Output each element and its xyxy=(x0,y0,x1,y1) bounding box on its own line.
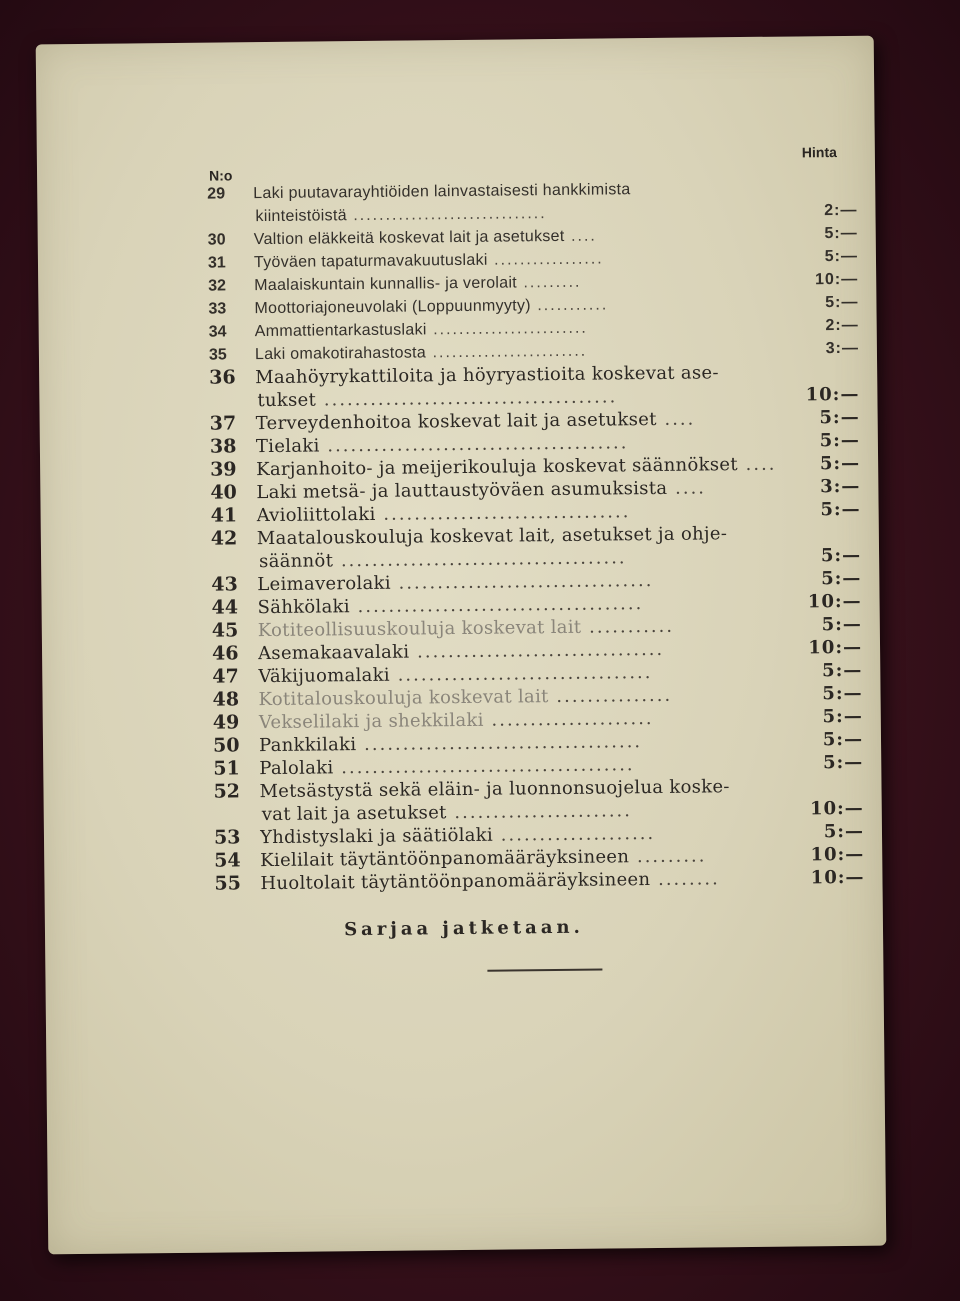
item-title xyxy=(260,867,784,895)
item-title-text: Avioliittolaki xyxy=(256,503,376,527)
item-price: 2:— xyxy=(825,316,859,335)
item-title-text: Yhdistyslaki ja säätiölaki xyxy=(259,824,494,849)
item-title-text: Maalaiskuntain kunnallis- ja verolait xyxy=(254,274,518,295)
item-price: 5:— xyxy=(824,247,859,266)
item-title-text: Metsästystä sekä eläin- ja luonnonsuojelua koske- xyxy=(259,776,730,803)
dot-leader: ................................. xyxy=(389,661,653,686)
dot-leader: ...................................... xyxy=(333,754,635,779)
item-number: 33 xyxy=(208,300,227,318)
dot-leader: .... xyxy=(656,408,696,430)
item-price: 5:— xyxy=(819,406,860,429)
item-title xyxy=(259,775,783,826)
dot-leader: ......... xyxy=(516,273,582,292)
item-number: 39 xyxy=(210,458,237,481)
item-title xyxy=(255,361,779,412)
item-title-text: Väkijuomalaki xyxy=(258,664,391,688)
item-title-text: Terveydenhoitoa koskevat lait ja asetukset xyxy=(255,408,657,435)
item-title-text: vat lait ja asetukset xyxy=(261,802,447,826)
item-price: 10:— xyxy=(810,843,865,866)
list-item xyxy=(211,521,861,574)
dot-leader: .... xyxy=(737,453,777,476)
item-number: 36 xyxy=(209,366,236,389)
item-price: 5:— xyxy=(821,613,862,636)
item-title-text: Laki metsä- ja lauttaustyöväen asumuksista xyxy=(256,477,668,504)
item-number: 55 xyxy=(214,872,242,895)
item-number: 34 xyxy=(208,323,227,341)
item-number: 43 xyxy=(211,573,238,596)
item-number: 47 xyxy=(212,665,239,688)
dot-leader: ................................ xyxy=(375,501,631,525)
item-title xyxy=(253,177,777,228)
item-title-text: Moottoriajoneuvolaki (Loppuunmyyty) xyxy=(254,297,531,318)
item-price: 10:— xyxy=(807,590,862,613)
item-number: 31 xyxy=(207,254,226,272)
dot-leader: ........... xyxy=(581,615,675,638)
item-title-text: Maahöyrykattiloita ja höyryastioita koskevat ase- xyxy=(255,362,719,389)
item-price: 5:— xyxy=(820,498,861,521)
dot-leader: ......... xyxy=(629,845,707,868)
item-number: 32 xyxy=(208,277,227,295)
item-price: 5:— xyxy=(822,705,863,728)
item-title-line xyxy=(260,867,784,895)
item-title-text: Karjanhoito- ja meijerikouluja koskevat säännökset xyxy=(256,454,738,481)
dot-leader: .... xyxy=(564,227,597,245)
item-price: 5:— xyxy=(822,728,864,751)
list-item xyxy=(213,774,863,827)
item-title-text: Kielilait täytäntöönpanomääräyksineen xyxy=(260,846,630,872)
publication-list xyxy=(207,176,864,896)
item-title-text: kiinteistöistä xyxy=(255,207,347,226)
item-title-text: Asemakaavalaki xyxy=(257,641,410,665)
item-number: 35 xyxy=(208,346,227,364)
item-title-text: Sähkölaki xyxy=(257,596,350,619)
item-price: 5:— xyxy=(822,659,863,682)
item-number: 46 xyxy=(211,642,239,665)
item-title-text: Kotitalouskouluja koskevat lait xyxy=(258,686,549,711)
dot-leader: .... xyxy=(667,477,707,499)
item-number: 51 xyxy=(213,757,240,780)
dot-leader: ........... xyxy=(530,296,609,315)
item-price: 10:— xyxy=(814,270,859,289)
item-number: 44 xyxy=(211,596,239,619)
item-title-text: säännöt xyxy=(259,550,334,573)
item-title-text: Maatalouskouluja koskevat lait, asetukset ja ohje- xyxy=(256,523,728,550)
item-price: 5:— xyxy=(822,751,864,774)
dot-leader: ............... xyxy=(548,684,673,708)
item-title-text: Ammattientarkastuslaki xyxy=(254,321,427,341)
item-price: 5:— xyxy=(820,544,862,567)
item-number: 45 xyxy=(211,619,239,642)
dot-leader: ..................... xyxy=(483,707,654,731)
item-number: 50 xyxy=(212,734,240,757)
dot-leader: .............................. xyxy=(346,205,547,225)
item-price: 10:— xyxy=(809,797,864,820)
dot-leader: ................................. xyxy=(390,569,654,594)
number-column-header: N:o xyxy=(208,167,233,184)
item-title-text: Huoltolait täytäntöönpanomääräyksineen xyxy=(260,869,651,895)
item-number: 37 xyxy=(209,412,237,435)
dot-leader: ..................................... xyxy=(349,593,644,618)
item-number: 49 xyxy=(212,711,240,734)
dot-leader: ....................................... xyxy=(319,432,629,457)
item-title-text: Pankkilaki xyxy=(258,734,357,757)
dot-leader: .................... xyxy=(492,822,656,846)
series-continued-note: Sarjaa jatketaan. xyxy=(344,916,584,941)
item-price: 3:— xyxy=(820,475,861,498)
item-price: 5:— xyxy=(819,429,860,452)
item-title-text: Laki omakotirahastosta xyxy=(254,344,427,364)
item-number: 30 xyxy=(207,231,226,249)
item-number: 53 xyxy=(213,826,241,849)
item-price: 10:— xyxy=(810,866,865,889)
item-number: 48 xyxy=(212,688,240,711)
dot-leader: ..................................... xyxy=(333,547,627,572)
dot-leader: ...................................... xyxy=(315,386,618,411)
item-title-text: Laki puutavarayhtiöiden lainvastaisesti hankkimista xyxy=(253,181,631,203)
item-number: 40 xyxy=(210,481,237,504)
item-number: 42 xyxy=(210,527,238,550)
list-item xyxy=(209,360,859,413)
item-title-text: Työväen tapaturmavakuutuslaki xyxy=(253,251,488,272)
dot-leader: ........ xyxy=(650,868,720,891)
item-number: 41 xyxy=(210,504,238,527)
item-price: 5:— xyxy=(824,224,858,243)
price-column-header: Hinta xyxy=(801,144,837,161)
item-title-text: Leimaverolaki xyxy=(257,572,391,596)
list-item xyxy=(207,176,857,229)
printed-page xyxy=(36,36,887,1255)
dot-leader: ................................ xyxy=(409,638,665,663)
item-price: 5:— xyxy=(821,567,862,590)
item-number: 52 xyxy=(213,780,241,803)
item-title-text: Tielaki xyxy=(255,435,320,458)
item-price: 5:— xyxy=(823,820,865,843)
item-title xyxy=(257,522,781,573)
item-title-text: Kotiteollisuuskouluja koskevat lait xyxy=(257,616,582,642)
item-title-text: Valtion eläkkeitä koskevat lait ja asetukset xyxy=(253,227,565,249)
dot-leader: ........................ xyxy=(426,319,588,339)
item-title-text: Palolaki xyxy=(259,757,334,780)
item-number: 54 xyxy=(214,849,241,872)
page-content xyxy=(36,36,887,1255)
item-title-text: Vekselilaki ja shekkilaki xyxy=(258,709,484,734)
dot-leader: ....................... xyxy=(446,800,633,824)
item-price: 5:— xyxy=(822,682,863,705)
item-title-text: tukset xyxy=(257,389,317,412)
item-number: 29 xyxy=(207,185,226,203)
dot-leader: ................. xyxy=(487,250,604,269)
item-number: 38 xyxy=(209,435,237,458)
item-price: 5:— xyxy=(825,293,859,312)
dot-leader: ........................ xyxy=(425,342,588,362)
item-price: 2:— xyxy=(824,201,858,220)
closing-rule xyxy=(487,969,602,972)
item-price: 3:— xyxy=(825,339,860,358)
item-price: 5:— xyxy=(819,452,861,475)
item-price: 10:— xyxy=(805,383,860,406)
item-price: 10:— xyxy=(808,636,863,659)
dot-leader: .................................... xyxy=(356,731,643,756)
